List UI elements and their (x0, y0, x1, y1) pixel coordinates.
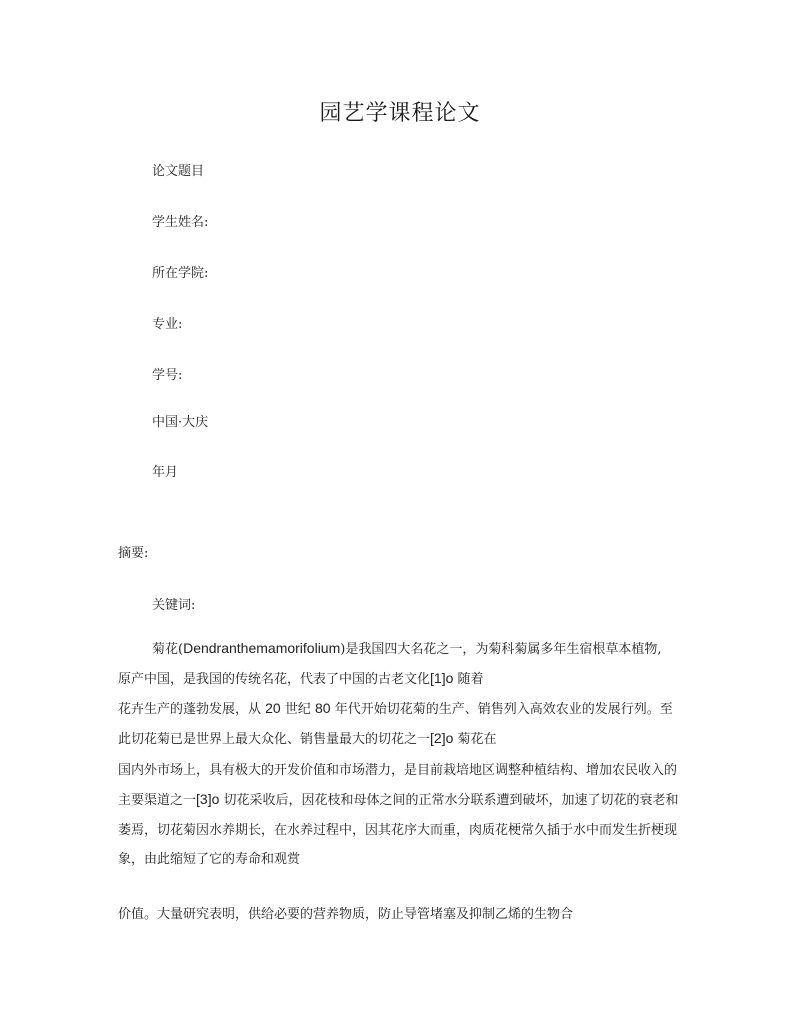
body-line-3 (118, 698, 673, 717)
body-line-7: 萎焉，切花菊因水养期长，在水养过程中，因其花序大而重，肉质花梗常久插于水中而发生折梗现 (118, 823, 678, 838)
number-20: 20 (265, 700, 281, 716)
body-text: 随着 (453, 672, 484, 687)
body-line-6 (118, 789, 679, 808)
body-line-8: 象，由此缩短了它的寿命和观赏 (118, 852, 301, 867)
body-line-2 (118, 668, 484, 687)
abstract-label: 摘要: (118, 546, 149, 561)
document-title: 园艺学课程论文 (319, 101, 481, 126)
body-line-9: 价值。大量研究表明，供给必要的营养物质，防止导管堵塞及抑制乙烯的生物合 (118, 907, 574, 922)
body-text: )是我国四大名花之一，为菊科菊属多年生宿根草本植物, (340, 642, 662, 657)
body-text: 年代开始切花菊的生产、销售列入高效农业的发展行列。至 (330, 702, 673, 717)
body-line-5: 国内外市场上，具有极大的开发价值和市场潜力，是目前栽培地区调整种植结构、增加农民收入的 (118, 763, 678, 778)
keywords-label: 关键词: (152, 598, 196, 613)
body-text: 菊花( (152, 642, 184, 657)
citation-3: [3]o (196, 791, 220, 807)
body-text: 此切花菊已是世界上最大众化、销售量最大的切花之一 (118, 732, 431, 747)
body-text: 世纪 (280, 702, 315, 717)
body-text: 切花采收后，因花枝和母体之间的正常水分联系遭到破坏，加速了切花的衰老和 (219, 793, 679, 808)
body-line-4 (118, 728, 497, 747)
body-text: 主要渠道之一 (118, 793, 197, 808)
field-student-id: 学号: (152, 368, 183, 383)
latin-name: Dendranthemamorifolium (183, 640, 341, 656)
field-major: 专业: (152, 317, 183, 332)
citation-1: [1]o (430, 670, 454, 686)
field-topic: 论文题目 (152, 164, 205, 179)
body-line-1 (152, 638, 661, 657)
field-college: 所在学院: (152, 266, 209, 281)
body-text: 菊花在 (453, 732, 497, 747)
field-student-name: 学生姓名: (152, 215, 209, 230)
field-date: 年月 (152, 465, 179, 480)
body-text: 花卉生产的蓬勃发展，从 (118, 702, 266, 717)
body-text: 原产中国，是我国的传统名花，代表了中国的古老文化 (118, 672, 431, 687)
field-location: 中国·大庆 (152, 415, 209, 430)
number-80: 80 (314, 700, 331, 716)
citation-2: [2]o (430, 730, 454, 746)
